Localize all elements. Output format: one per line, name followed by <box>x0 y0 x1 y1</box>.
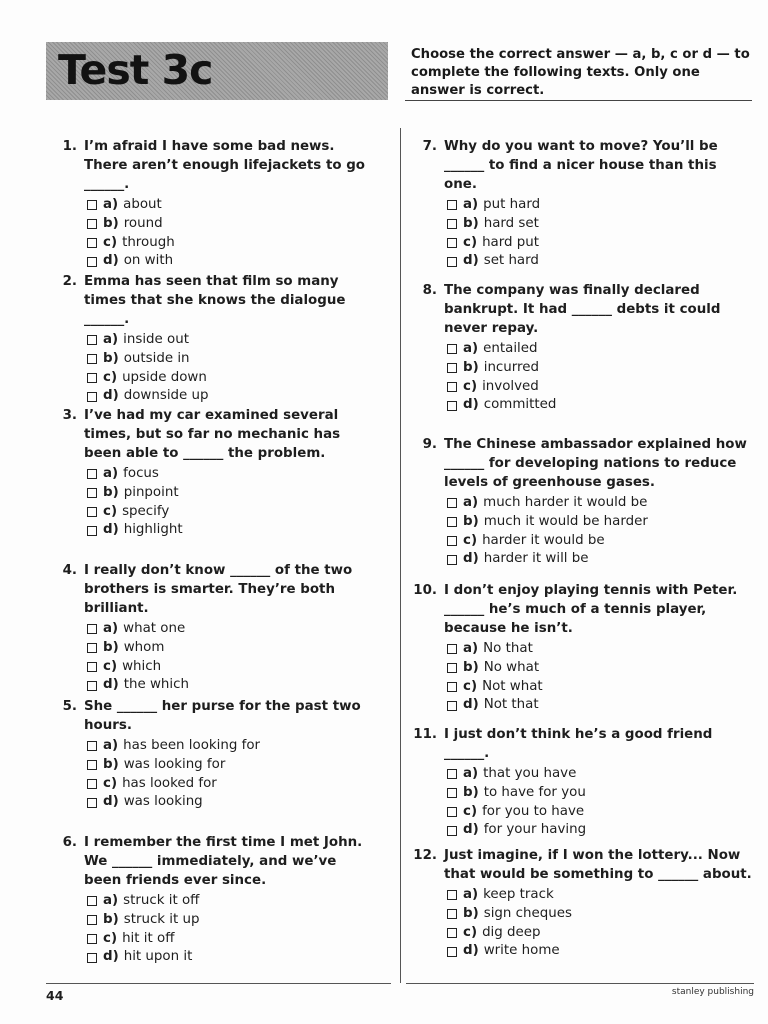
option-text: upside down <box>122 369 207 385</box>
option-letter: d) <box>463 822 479 838</box>
answer-option[interactable] <box>447 378 753 397</box>
option-text: keep track <box>483 887 554 902</box>
option-text: hit upon it <box>123 949 193 965</box>
option-text: struck it off <box>123 893 200 908</box>
question-4 <box>48 561 378 695</box>
answer-checkbox[interactable] <box>447 382 457 392</box>
option-letter: c) <box>463 803 478 819</box>
answer-checkbox[interactable] <box>447 890 457 900</box>
option-letter: a) <box>103 621 119 636</box>
option-letter: a) <box>463 197 479 212</box>
option-letter: d) <box>103 949 119 965</box>
answer-option[interactable] <box>87 252 378 271</box>
option-text: focus <box>123 466 159 481</box>
option-text: sign cheques <box>483 905 572 921</box>
answer-option[interactable] <box>87 930 378 949</box>
option-text: entailed <box>483 341 538 356</box>
question-number: 5. <box>62 699 77 714</box>
option-letter: b) <box>463 215 479 231</box>
answer-checkbox[interactable] <box>87 257 97 267</box>
answer-options <box>87 737 378 812</box>
option-letter: d) <box>103 388 119 404</box>
option-text: downside up <box>123 388 209 404</box>
option-letter: d) <box>463 551 479 567</box>
answer-option[interactable] <box>87 639 378 658</box>
answer-checkbox[interactable] <box>447 769 457 779</box>
option-letter: a) <box>463 341 479 356</box>
answer-option[interactable] <box>87 503 378 522</box>
option-letter: c) <box>103 775 118 791</box>
question-number: 2. <box>62 274 77 289</box>
option-text: has looked for <box>122 775 217 791</box>
option-text: harder it will be <box>483 551 589 567</box>
column-divider <box>400 128 401 983</box>
answer-options <box>87 892 378 967</box>
answer-checkbox[interactable] <box>447 517 457 527</box>
answer-checkbox[interactable] <box>87 896 97 906</box>
option-letter: d) <box>103 677 119 693</box>
option-text: much harder it would be <box>483 495 648 510</box>
option-letter: c) <box>103 369 118 385</box>
option-letter: b) <box>103 756 119 772</box>
question-11 <box>408 725 753 840</box>
option-letter: b) <box>463 659 479 675</box>
answer-checkbox[interactable] <box>87 488 97 498</box>
option-letter: d) <box>103 253 119 269</box>
answer-checkbox[interactable] <box>87 741 97 751</box>
title-banner <box>46 42 388 100</box>
question-6 <box>48 833 378 967</box>
answer-checkbox[interactable] <box>87 643 97 653</box>
option-letter: a) <box>463 766 479 781</box>
answer-options <box>447 640 753 715</box>
question-number: 8. <box>422 283 437 298</box>
footer-rule-left <box>46 983 391 984</box>
answer-checkbox[interactable] <box>447 644 457 654</box>
question-stem <box>48 833 378 890</box>
question-number: 11. <box>413 727 437 742</box>
option-letter: a) <box>463 887 479 902</box>
answer-option[interactable] <box>447 821 753 840</box>
answer-option[interactable] <box>447 640 753 659</box>
answer-option[interactable] <box>447 513 753 532</box>
answer-option[interactable] <box>87 658 378 677</box>
answer-option[interactable] <box>447 396 753 415</box>
answer-option[interactable] <box>447 886 753 905</box>
instructions-rule <box>405 100 752 101</box>
option-text: set hard <box>483 253 539 269</box>
question-number: 9. <box>422 437 437 452</box>
answer-checkbox[interactable] <box>447 682 457 692</box>
option-letter: d) <box>103 522 119 538</box>
answer-checkbox[interactable] <box>447 401 457 411</box>
option-text: incurred <box>483 359 539 375</box>
option-text: Not that <box>483 697 539 713</box>
answer-checkbox[interactable] <box>87 469 97 479</box>
answer-checkbox[interactable] <box>447 807 457 817</box>
option-letter: d) <box>103 794 119 810</box>
option-letter: b) <box>463 905 479 921</box>
option-text: No what <box>483 659 540 675</box>
answer-options <box>447 886 753 961</box>
answer-option[interactable] <box>87 676 378 695</box>
question-number: 10. <box>413 583 437 598</box>
answer-option[interactable] <box>87 948 378 967</box>
option-text: has been looking for <box>123 738 261 753</box>
question-stem <box>408 435 753 492</box>
question-number: 1. <box>62 139 77 154</box>
option-letter: c) <box>463 234 478 250</box>
answer-checkbox[interactable] <box>87 219 97 229</box>
option-letter: a) <box>463 495 479 510</box>
answer-option[interactable] <box>447 696 753 715</box>
answer-options <box>447 765 753 840</box>
question-stem <box>48 272 378 329</box>
question-10 <box>408 581 753 715</box>
question-text: I’ve had my car examined several times, but so far no mechanic has been able to ______ the problem. <box>84 408 341 461</box>
question-5 <box>48 697 378 812</box>
option-letter: c) <box>103 503 118 519</box>
option-text: hard put <box>482 234 540 250</box>
option-text: for you to have <box>482 803 585 819</box>
option-letter: a) <box>103 738 119 753</box>
option-text: for your having <box>483 822 587 838</box>
question-text: The Chinese ambassador explained how ______ for developing nations to reduce levels of greenhouse gases. <box>444 437 747 490</box>
answer-checkbox[interactable] <box>87 200 97 210</box>
option-letter: b) <box>103 911 119 927</box>
option-text: hit it off <box>122 930 175 946</box>
option-letter: d) <box>463 943 479 959</box>
answer-options <box>447 340 753 415</box>
page-number: 44 <box>46 988 64 1003</box>
option-text: No that <box>483 641 533 656</box>
option-letter: b) <box>463 784 479 800</box>
answer-option[interactable] <box>447 252 753 271</box>
answer-checkbox[interactable] <box>87 953 97 963</box>
answer-checkbox[interactable] <box>447 826 457 836</box>
question-text: I remember the first time I met John. We ______ immediately, and we’ve been friends ever since. <box>84 835 363 888</box>
answer-option[interactable] <box>87 756 378 775</box>
answer-option[interactable] <box>447 494 753 513</box>
answer-checkbox[interactable] <box>447 200 457 210</box>
answer-option[interactable] <box>87 911 378 930</box>
option-text: through <box>122 234 175 250</box>
question-text: Emma has seen that film so many times that she knows the dialogue ______. <box>84 274 346 327</box>
question-text: Why do you want to move? You’ll be ______ to find a nicer house than this one. <box>444 139 718 192</box>
answer-checkbox[interactable] <box>87 373 97 383</box>
answer-checkbox[interactable] <box>447 257 457 267</box>
question-stem <box>48 697 378 735</box>
answer-option[interactable] <box>87 331 378 350</box>
question-text: I don’t enjoy playing tennis with Peter. ______ he’s much of a tennis player, because he isn’t. <box>444 583 738 636</box>
answer-checkbox[interactable] <box>87 354 97 364</box>
question-stem <box>48 406 378 463</box>
option-text: what one <box>123 621 186 636</box>
answer-option[interactable] <box>87 465 378 484</box>
option-text: committed <box>483 397 557 413</box>
answer-checkbox[interactable] <box>87 779 97 789</box>
option-letter: c) <box>463 532 478 548</box>
footer-rule-right <box>406 983 754 984</box>
answer-option[interactable] <box>87 775 378 794</box>
answer-option[interactable] <box>447 234 753 253</box>
option-letter: b) <box>103 350 119 366</box>
answer-option[interactable] <box>87 620 378 639</box>
publisher-credit: stanley publishing <box>671 987 754 997</box>
question-number: 12. <box>413 848 437 863</box>
answer-checkbox[interactable] <box>447 238 457 248</box>
question-8 <box>408 281 753 415</box>
answer-option[interactable] <box>447 196 753 215</box>
option-text: Not what <box>482 678 543 694</box>
answer-checkbox[interactable] <box>447 536 457 546</box>
option-text: was looking <box>123 794 203 810</box>
option-text: much it would be harder <box>483 513 648 529</box>
answer-checkbox[interactable] <box>87 760 97 770</box>
question-3 <box>48 406 378 540</box>
answer-option[interactable] <box>447 905 753 924</box>
option-text: put hard <box>483 197 541 212</box>
answer-checkbox[interactable] <box>87 915 97 925</box>
answer-checkbox[interactable] <box>87 238 97 248</box>
option-letter: b) <box>103 484 119 500</box>
option-text: round <box>123 215 163 231</box>
answer-checkbox[interactable] <box>447 909 457 919</box>
answer-options <box>87 196 378 271</box>
option-letter: c) <box>103 234 118 250</box>
option-text: which <box>122 658 162 674</box>
answer-checkbox[interactable] <box>87 662 97 672</box>
answer-options <box>87 465 378 540</box>
option-text: write home <box>483 943 560 959</box>
answer-option[interactable] <box>87 196 378 215</box>
answer-checkbox[interactable] <box>87 507 97 517</box>
option-letter: b) <box>463 513 479 529</box>
answer-option[interactable] <box>447 924 753 943</box>
answer-option[interactable] <box>447 532 753 551</box>
answer-option[interactable] <box>447 659 753 678</box>
answer-option[interactable] <box>87 369 378 388</box>
answer-checkbox[interactable] <box>87 934 97 944</box>
question-stem <box>408 281 753 338</box>
question-2 <box>48 272 378 406</box>
question-number: 3. <box>62 408 77 423</box>
answer-checkbox[interactable] <box>447 663 457 673</box>
answer-options <box>87 620 378 695</box>
question-9 <box>408 435 753 569</box>
answer-option[interactable] <box>87 234 378 253</box>
question-text: I just don’t think he’s a good friend ______. <box>444 727 713 761</box>
option-text: hard set <box>483 215 539 231</box>
answer-option[interactable] <box>447 340 753 359</box>
answer-checkbox[interactable] <box>447 363 457 373</box>
option-letter: d) <box>463 397 479 413</box>
question-7 <box>408 137 753 271</box>
answer-checkbox[interactable] <box>87 526 97 536</box>
question-text: She ______ her purse for the past two hours. <box>84 699 361 733</box>
page-title: Test 3c <box>58 46 213 94</box>
answer-option[interactable] <box>87 387 378 406</box>
question-stem <box>48 561 378 618</box>
answer-option[interactable] <box>87 892 378 911</box>
option-text: to have for you <box>483 784 586 800</box>
option-text: on with <box>123 253 174 269</box>
question-text: Just imagine, if I won the lottery... Now that would be something to ______ about. <box>444 848 752 882</box>
answer-checkbox[interactable] <box>447 219 457 229</box>
option-text: that you have <box>483 766 577 781</box>
option-letter: b) <box>463 359 479 375</box>
option-letter: b) <box>103 215 119 231</box>
answer-option[interactable] <box>87 521 378 540</box>
answer-option[interactable] <box>87 350 378 369</box>
option-text: dig deep <box>482 924 541 940</box>
option-letter: a) <box>103 893 119 908</box>
option-letter: d) <box>463 697 479 713</box>
question-stem <box>48 137 378 194</box>
option-text: outside in <box>123 350 190 366</box>
answer-options <box>447 494 753 569</box>
question-stem <box>408 725 753 763</box>
option-letter: c) <box>463 924 478 940</box>
answer-checkbox[interactable] <box>447 928 457 938</box>
option-letter: d) <box>463 253 479 269</box>
option-text: struck it up <box>123 911 200 927</box>
answer-option[interactable] <box>447 784 753 803</box>
question-number: 4. <box>62 563 77 578</box>
option-text: highlight <box>123 522 183 538</box>
answer-option[interactable] <box>447 359 753 378</box>
answer-checkbox[interactable] <box>447 555 457 565</box>
answer-checkbox[interactable] <box>87 335 97 345</box>
answer-option[interactable] <box>447 550 753 569</box>
option-text: about <box>123 197 162 212</box>
option-letter: a) <box>103 197 119 212</box>
question-stem <box>408 581 753 638</box>
answer-option[interactable] <box>447 215 753 234</box>
option-letter: b) <box>103 639 119 655</box>
question-text: The company was finally declared bankrupt. It had ______ debts it could never repay. <box>444 283 721 336</box>
option-letter: c) <box>103 658 118 674</box>
answer-checkbox[interactable] <box>87 624 97 634</box>
answer-option[interactable] <box>447 765 753 784</box>
option-text: pinpoint <box>123 484 179 500</box>
option-letter: a) <box>463 641 479 656</box>
question-12 <box>408 846 753 961</box>
answer-option[interactable] <box>87 484 378 503</box>
answer-option[interactable] <box>87 793 378 812</box>
option-text: specify <box>122 503 170 519</box>
option-letter: c) <box>463 678 478 694</box>
answer-option[interactable] <box>447 942 753 961</box>
answer-option[interactable] <box>87 737 378 756</box>
answer-checkbox[interactable] <box>447 344 457 354</box>
answer-checkbox[interactable] <box>447 788 457 798</box>
option-letter: a) <box>103 332 119 347</box>
option-letter: a) <box>103 466 119 481</box>
answer-option[interactable] <box>87 215 378 234</box>
question-stem <box>408 846 753 884</box>
question-number: 6. <box>62 835 77 850</box>
question-text: I’m afraid I have some bad news. There aren’t enough lifejackets to go ______. <box>84 139 365 192</box>
instructions: Choose the correct answer — a, b, c or d — to complete the following texts. Only one answer is correct. <box>411 47 750 98</box>
answer-checkbox[interactable] <box>447 701 457 711</box>
answer-checkbox[interactable] <box>447 947 457 957</box>
option-text: inside out <box>123 332 189 347</box>
option-letter: c) <box>103 930 118 946</box>
option-text: involved <box>482 378 539 394</box>
question-stem <box>408 137 753 194</box>
answer-options <box>447 196 753 271</box>
question-number: 7. <box>422 139 437 154</box>
option-text: was looking for <box>123 756 226 772</box>
answer-checkbox[interactable] <box>87 798 97 808</box>
answer-checkbox[interactable] <box>447 498 457 508</box>
answer-options <box>87 331 378 406</box>
option-text: the which <box>123 677 189 693</box>
option-text: harder it would be <box>482 532 605 548</box>
answer-option[interactable] <box>447 803 753 822</box>
answer-checkbox[interactable] <box>87 392 97 402</box>
question-1 <box>48 137 378 271</box>
option-letter: c) <box>463 378 478 394</box>
question-text: I really don’t know ______ of the two brothers is smarter. They’re both brilliant. <box>84 563 353 616</box>
answer-option[interactable] <box>447 678 753 697</box>
option-text: whom <box>123 639 165 655</box>
answer-checkbox[interactable] <box>87 681 97 691</box>
